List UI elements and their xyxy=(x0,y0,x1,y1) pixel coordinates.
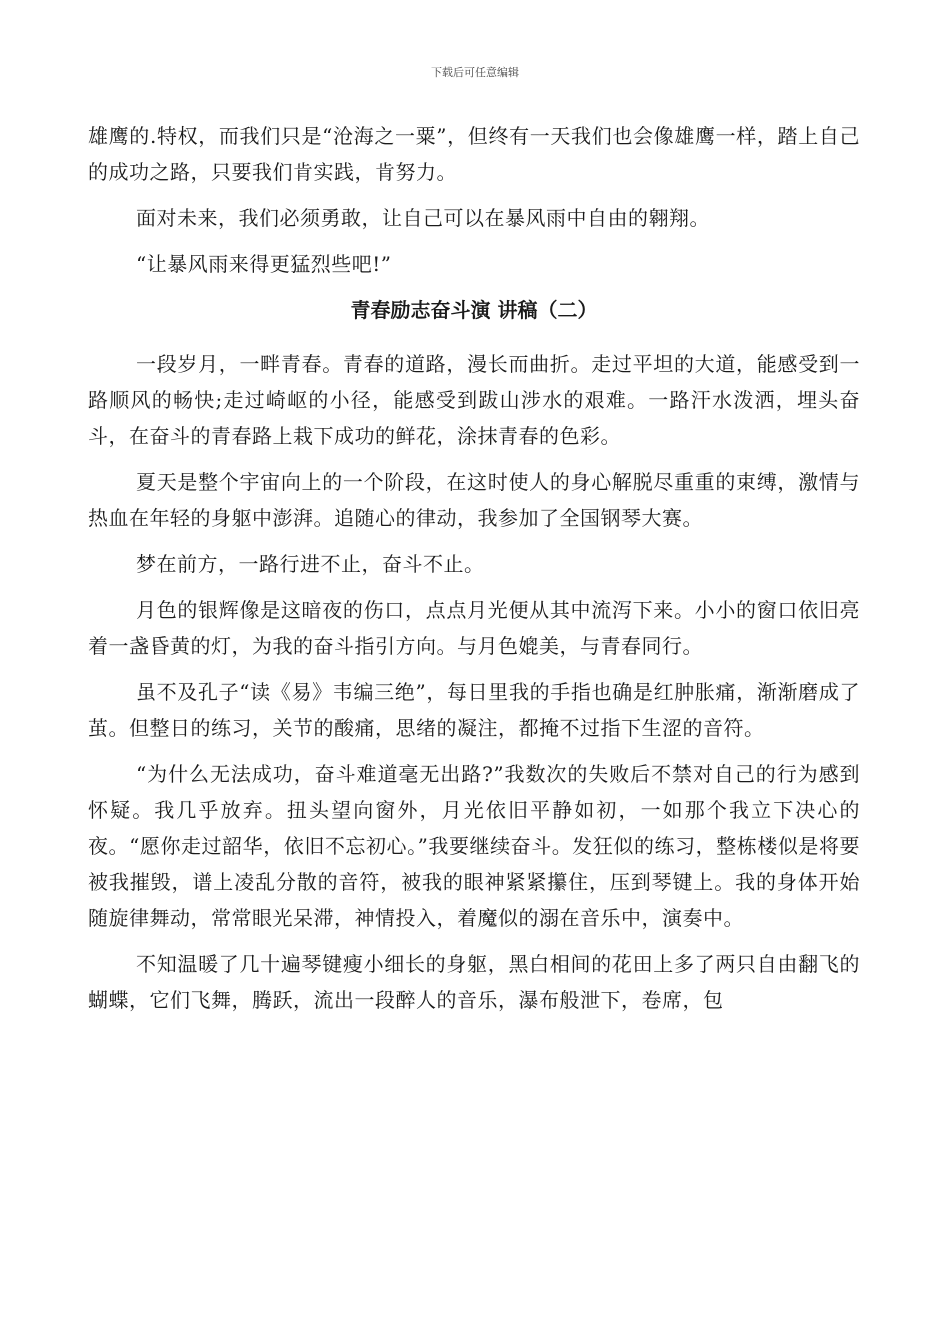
paragraph-continued: 雄鹰的.特权，而我们只是“沧海之一粟”，但终有一天我们也会像雄鹰一样，踏上自己的成功之路，只要我们肯实践，肯努力。 xyxy=(88,124,860,184)
section-title: 青春励志奋斗演 讲稿（二） xyxy=(350,298,598,322)
paragraph: 月色的银辉像是这暗夜的伤口，点点月光便从其中流泻下来。小小的窗口依旧亮着一盏昏黄的灯，为我的奋斗指引方向。与月色媲美，与青春同行。 xyxy=(88,598,860,658)
paragraph: 夏天是整个宇宙向上的一个阶段，在这时使人的身心解脱尽重重的束缚，激情与热血在年轻的身躯中澎湃。追随心的律动，我参加了全国钢琴大赛。 xyxy=(88,470,860,530)
paragraph: 虽不及孔子“读《易》韦编三绝”，每日里我的手指也确是红肿胀痛，渐渐磨成了茧。但整日的练习，关节的酸痛，思绪的凝注，都掩不过指下生涩的音符。 xyxy=(88,680,860,740)
paragraph-quote: “让暴风雨来得更猛烈些吧!” xyxy=(136,252,392,276)
paragraph: “为什么无法成功，奋斗难道毫无出路?”我数次的失败后不禁对自己的行为感到怀疑。我几乎放弃。扭头望向窗外，月光依旧平静如初，一如那个我立下决心的夜。“愿你走过韶华，依旧不忘初心。”我要继续奋斗。发狂似的练习，整栋楼似是将要被我摧毁，谱上凌乱分散的音符，被我的眼神紧紧攥住，压到琴键上。我的身体开始随旋律舞动，常常眼光呆滞，神情投入，着魔似的溺在音乐中，演奏中。 xyxy=(88,762,860,930)
document-body xyxy=(88,118,860,1028)
paragraph: 一段岁月，一畔青春。青春的道路，漫长而曲折。走过平坦的大道，能感受到一路顺风的畅快;走过崎岖的小径，能感受到跋山涉水的艰难。一路汗水泼洒，埋头奋斗，在奋斗的青春路上栽下成功的鲜花，涂抹青春的色彩。 xyxy=(88,352,860,448)
paragraph: 不知温暖了几十遍琴键瘦小细长的身躯，黑白相间的花田上多了两只自由翻飞的蝴蝶，它们飞舞，腾跃，流出一段醉人的音乐，瀑布般泄下，卷席，包 xyxy=(88,952,860,1012)
paragraph: 梦在前方，一路行进不止，奋斗不止。 xyxy=(136,552,485,576)
page-header: 下载后可任意编辑 xyxy=(431,66,519,79)
paragraph: 面对未来，我们必须勇敢，让自己可以在暴风雨中自由的翱翔。 xyxy=(136,206,710,230)
